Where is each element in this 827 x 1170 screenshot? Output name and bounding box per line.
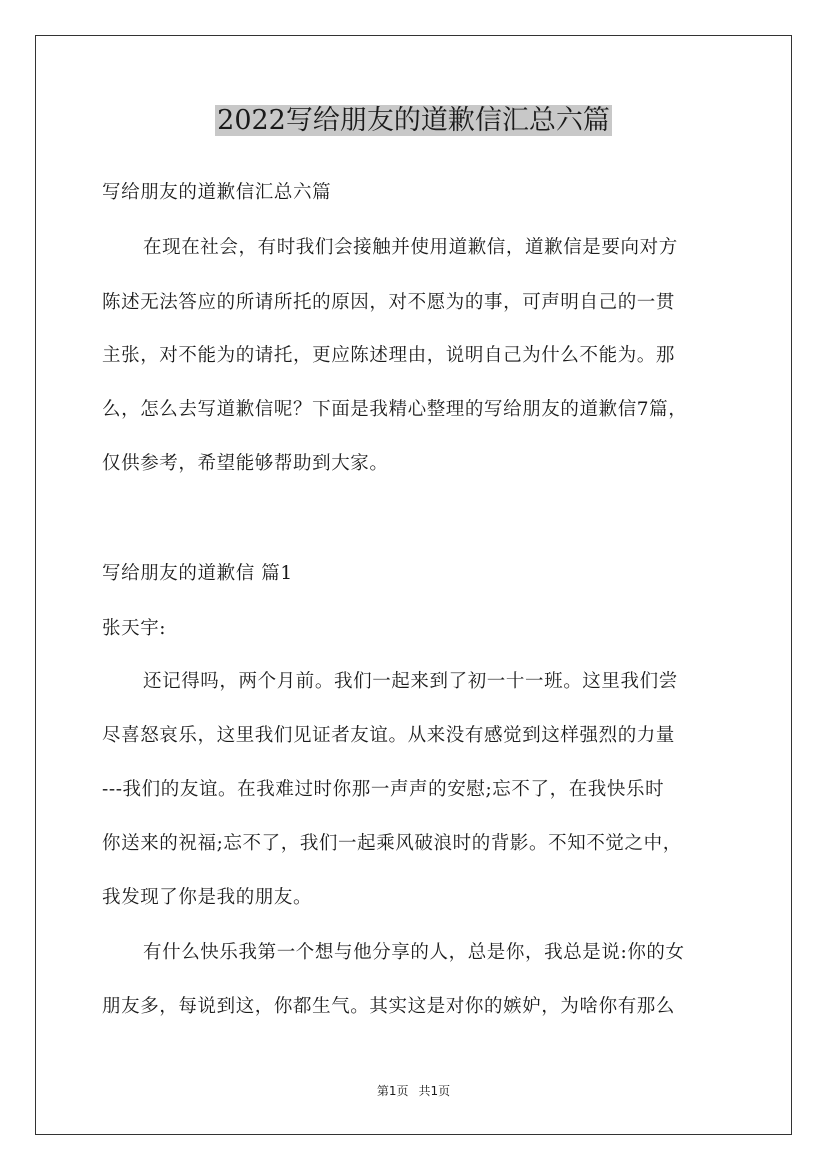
- letter-line: 尽喜怒哀乐，这里我们见证者友谊。从来没有感觉到这样强烈的力量: [102, 725, 676, 746]
- document-title: 2022写给朋友的道歉信汇总六篇: [217, 105, 610, 136]
- document-subtitle: 写给朋友的道歉信汇总六篇: [102, 182, 332, 203]
- letter-line: 你送来的祝福;忘不了，我们一起乘风破浪时的背影。不知不觉之中，: [102, 833, 682, 854]
- intro-line: 主张，对不能为的请托，更应陈述理由，说明自己为什么不能为。那: [102, 345, 676, 366]
- intro-line: 陈述无法答应的所请所托的原因，对不愿为的事，可声明自己的一贯: [102, 292, 676, 313]
- page-footer: [0, 1083, 827, 1099]
- intro-line: 么，怎么去写道歉信呢？下面是我精心整理的写给朋友的道歉信7篇，: [102, 399, 688, 420]
- letter-line: ---我们的友谊。在我难过时你那一声声的安慰;忘不了，在我快乐时: [102, 779, 665, 800]
- letter-line: 还记得吗，两个月前。我们一起来到了初一十一班。这里我们尝: [143, 671, 678, 692]
- page-total: 共1页: [418, 1084, 451, 1098]
- letter-line: 有什么快乐我第一个想与他分享的人，总是你，我总是说:你的女: [143, 942, 685, 963]
- page-number: 第1页: [376, 1084, 409, 1098]
- document-title-block: [0, 100, 827, 142]
- letter-line: 我发现了你是我的朋友。: [102, 887, 313, 908]
- letter-salutation: 张天宇:: [102, 618, 167, 639]
- intro-line: 仅供参考，希望能够帮助到大家。: [102, 453, 389, 474]
- intro-line: 在现在社会，有时我们会接触并使用道歉信，道歉信是要向对方: [143, 237, 678, 258]
- letter-line: 朋友多，每说到这，你都生气。其实这是对你的嫉妒，为啥你有那么: [102, 996, 676, 1017]
- section-heading: 写给朋友的道歉信 篇1: [102, 563, 293, 584]
